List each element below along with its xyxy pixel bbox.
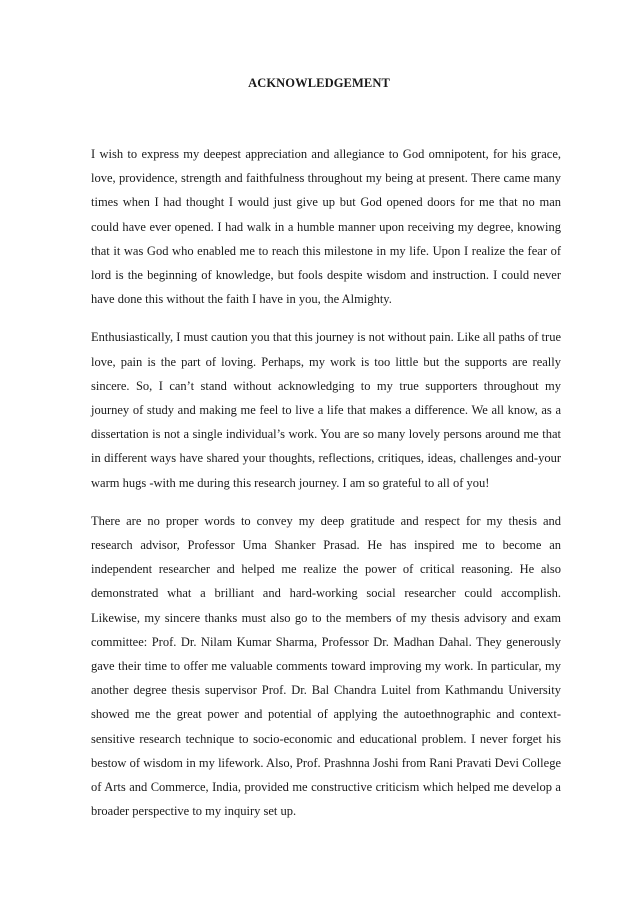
document-body (91, 142, 561, 837)
paragraph-advisors: There are no proper words to convey my deep gratitude and respect for my thesis and research advisor, Professor Uma Shanker Prasad. He has inspired me to become an independent researcher and helped me realize the power of critical reasoning. He also demonstrated what a brilliant and hard-working social researcher could accomplish. Likewise, my sincere thanks must also go to the members of my thesis advisory and exam committee: Prof. Dr. Nilam Kumar Sharma, Professor Dr. Madhan Dahal. They generously gave their time to offer me valuable comments toward improving my work. In particular, my another degree thesis supervisor Prof. Dr. Bal Chandra Luitel from Kathmandu University showed me the great power and potential of applying the autoethnographic and context-sensitive research technique to socio-economic and educational problem. I never forget his bestow of wisdom in my lifework. Also, Prof. Prashnna Joshi from Rani Pravati Devi College of Arts and Commerce, India, provided me constructive criticism which helped me develop a broader perspective to my inquiry set up. (91, 513, 561, 819)
page-title: ACKNOWLEDGEMENT (248, 76, 390, 90)
paragraph-gratitude-to-god: I wish to express my deepest appreciation and allegiance to God omnipotent, for his grace, love, providence, strength and faithfulness throughout my being at present. There came many times when I had thought I would just give up but God opened doors for me that no man could have ever opened. I had walk in a humble manner upon receiving my degree, knowing that it was God who enabled me to reach this milestone in my life. Upon I realize the fear of lord is the beginning of knowledge, but fools despite wisdom and instruction. I could never have done this without the faith I have in you, the Almighty. (91, 147, 561, 307)
paragraph-supporters: Enthusiastically, I must caution you that this journey is not without pain. Like all paths of true love, pain is the part of loving. Perhaps, my work is too little but the supports are really sincere. So, I can’t stand without acknowledging to my true supporters throughout my journey of study and making me feel to live a life that makes a difference. We all know, as a dissertation is not a single individual’s work. You are so many lovely persons around me that in different ways have shared your thoughts, reflections, critiques, ideas, challenges and-your warm hugs -with me during this research journey. I am so grateful to all of you! (91, 330, 561, 490)
